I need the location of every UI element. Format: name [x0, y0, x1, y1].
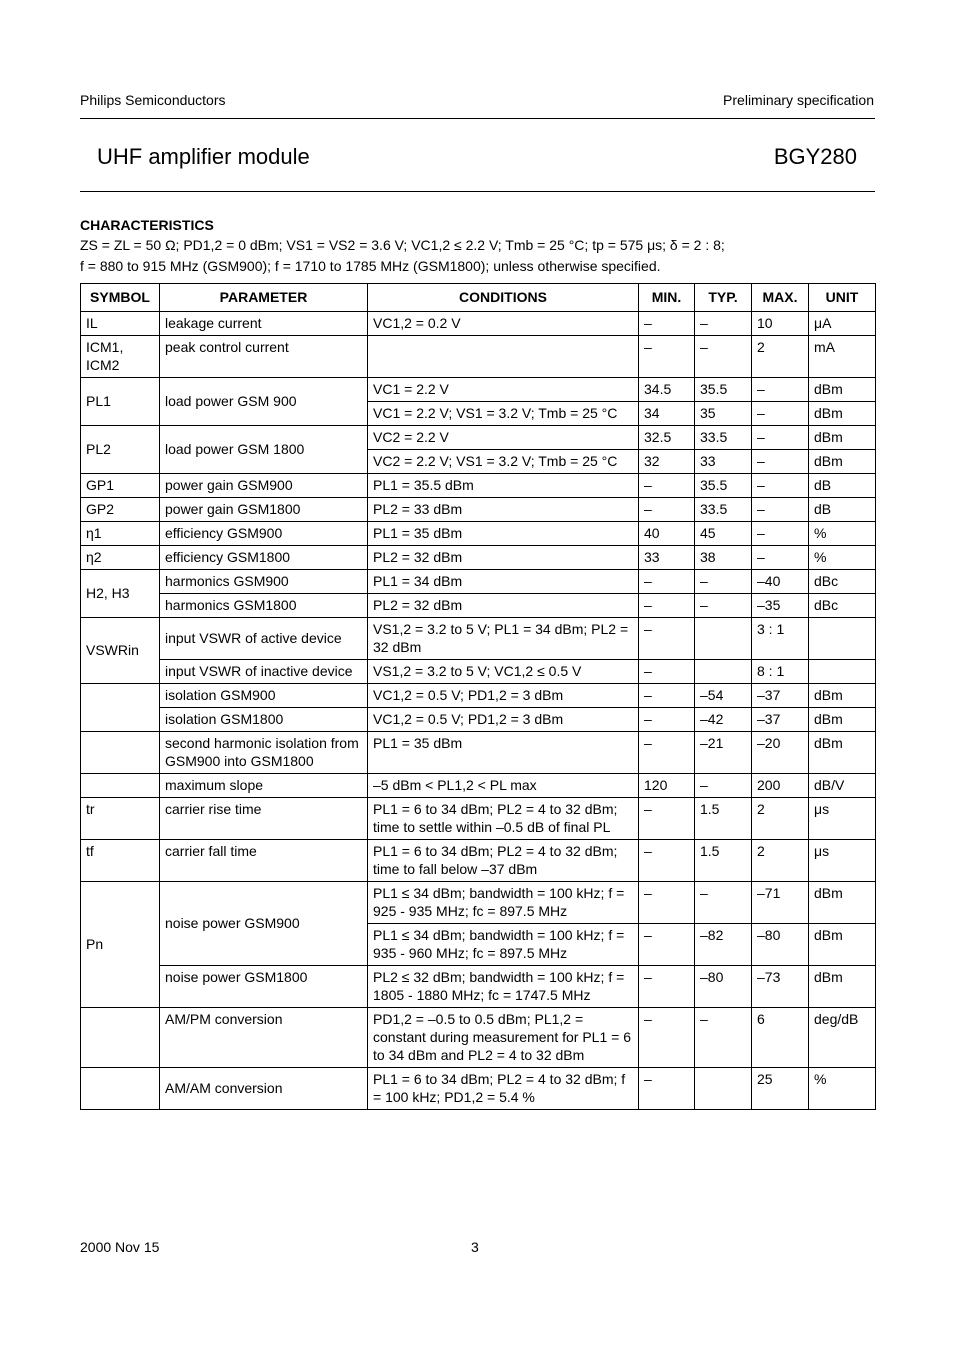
table-row — [81, 498, 876, 522]
unit-cell: dBm — [809, 966, 876, 1008]
company-name: Philips Semiconductors — [80, 92, 226, 108]
table-row — [81, 474, 876, 498]
parameter-cell: leakage current — [160, 312, 368, 336]
max-cell: –37 — [752, 684, 809, 708]
typ-cell: – — [695, 570, 752, 594]
max-cell: –37 — [752, 708, 809, 732]
symbol-cell — [81, 774, 160, 798]
product-title: UHF amplifier module — [97, 144, 310, 169]
symbol-cell: H2, H3 — [81, 570, 160, 618]
table-row — [81, 798, 876, 840]
max-cell: 3 : 1 — [752, 618, 809, 660]
parameter-cell: input VSWR of inactive device — [160, 660, 368, 684]
typ-cell: 45 — [695, 522, 752, 546]
conditions-cell: PD1,2 = –0.5 to 0.5 dBm; PL1,2 = constant during measurement for PL1 = 6 to 34 dBm and PL2 = 4 to 32 dBm — [368, 1008, 639, 1068]
symbol-cell: tf — [81, 840, 160, 882]
conditions-cell — [368, 336, 639, 378]
max-cell: – — [752, 474, 809, 498]
max-cell: –20 — [752, 732, 809, 774]
unit-cell: dBm — [809, 426, 876, 450]
unit-cell: dBm — [809, 450, 876, 474]
conditions-cell: VC2 = 2.2 V; VS1 = 3.2 V; Tmb = 25 °C — [368, 450, 639, 474]
typ-cell: 35 — [695, 402, 752, 426]
unit-cell: dBm — [809, 924, 876, 966]
parameter-cell: carrier fall time — [160, 840, 368, 882]
unit-cell: dBc — [809, 570, 876, 594]
max-cell: – — [752, 426, 809, 450]
min-cell: – — [639, 882, 695, 924]
unit-cell: μs — [809, 798, 876, 840]
symbol-cell: IL — [81, 312, 160, 336]
unit-cell: dBm — [809, 378, 876, 402]
max-cell: – — [752, 450, 809, 474]
table-row — [81, 774, 876, 798]
typ-cell: 1.5 — [695, 840, 752, 882]
max-cell: 6 — [752, 1008, 809, 1068]
max-cell: – — [752, 522, 809, 546]
max-cell: 8 : 1 — [752, 660, 809, 684]
max-cell: –35 — [752, 594, 809, 618]
typ-cell — [695, 1068, 752, 1110]
min-cell: – — [639, 966, 695, 1008]
conditions-cell: VS1,2 = 3.2 to 5 V; VC1,2 ≤ 0.5 V — [368, 660, 639, 684]
column-header: PARAMETER — [160, 284, 368, 312]
max-cell: – — [752, 402, 809, 426]
min-cell: – — [639, 924, 695, 966]
parameter-cell: carrier rise time — [160, 798, 368, 840]
symbol-cell: PL1 — [81, 378, 160, 426]
general-conditions-line-2: f = 880 to 915 MHz (GSM900); f = 1710 to 1785 MHz (GSM1800); unless otherwise specified. — [80, 258, 661, 274]
unit-cell: dBm — [809, 732, 876, 774]
min-cell: – — [639, 732, 695, 774]
typ-cell: –21 — [695, 732, 752, 774]
typ-cell: 35.5 — [695, 378, 752, 402]
header-rule — [80, 118, 875, 119]
min-cell: – — [639, 798, 695, 840]
conditions-cell: PL1 = 35 dBm — [368, 522, 639, 546]
section-heading: CHARACTERISTICS — [80, 217, 214, 233]
document-status: Preliminary specification — [723, 92, 874, 108]
parameter-cell: harmonics GSM900 — [160, 570, 368, 594]
table-row — [81, 660, 876, 684]
column-header: MIN. — [639, 284, 695, 312]
parameter-cell: noise power GSM1800 — [160, 966, 368, 1008]
table-row — [81, 708, 876, 732]
max-cell: 25 — [752, 1068, 809, 1110]
unit-cell: dB — [809, 474, 876, 498]
table-row — [81, 570, 876, 594]
unit-cell: % — [809, 546, 876, 570]
column-header: TYP. — [695, 284, 752, 312]
unit-cell: dBm — [809, 402, 876, 426]
max-cell: 200 — [752, 774, 809, 798]
parameter-cell: load power GSM 1800 — [160, 426, 368, 474]
unit-cell: dBm — [809, 882, 876, 924]
max-cell: 2 — [752, 798, 809, 840]
table-row — [81, 684, 876, 708]
conditions-cell: VC1,2 = 0.2 V — [368, 312, 639, 336]
parameter-cell: power gain GSM900 — [160, 474, 368, 498]
general-conditions-line-1: ZS = ZL = 50 Ω; PD1,2 = 0 dBm; VS1 = VS2 = 3.6 V; VC1,2 ≤ 2.2 V; Tmb = 25 °C; tp = 575 μs; δ = 2 : 8; — [80, 237, 725, 253]
parameter-cell: second harmonic isolation from GSM900 into GSM1800 — [160, 732, 368, 774]
symbol-cell: GP1 — [81, 474, 160, 498]
max-cell: – — [752, 546, 809, 570]
symbol-cell — [81, 684, 160, 732]
parameter-cell: noise power GSM900 — [160, 882, 368, 966]
parameter-cell: peak control current — [160, 336, 368, 378]
max-cell: – — [752, 498, 809, 522]
symbol-cell: Pn — [81, 882, 160, 1008]
symbol-cell: η2 — [81, 546, 160, 570]
max-cell: –73 — [752, 966, 809, 1008]
conditions-cell: –5 dBm < PL1,2 < PL max — [368, 774, 639, 798]
conditions-cell: VC1,2 = 0.5 V; PD1,2 = 3 dBm — [368, 708, 639, 732]
typ-cell — [695, 660, 752, 684]
table-row — [81, 618, 876, 660]
typ-cell: – — [695, 1008, 752, 1068]
conditions-cell: PL2 ≤ 32 dBm; bandwidth = 100 kHz; f = 1805 - 1880 MHz; fc = 1747.5 MHz — [368, 966, 639, 1008]
max-cell: – — [752, 378, 809, 402]
table-row — [81, 840, 876, 882]
conditions-cell: PL1 = 6 to 34 dBm; PL2 = 4 to 32 dBm; time to fall below –37 dBm — [368, 840, 639, 882]
max-cell: 10 — [752, 312, 809, 336]
parameter-cell: isolation GSM900 — [160, 684, 368, 708]
table-row — [81, 882, 876, 924]
min-cell: – — [639, 1008, 695, 1068]
part-number: BGY280 — [773, 144, 857, 169]
parameter-cell: power gain GSM1800 — [160, 498, 368, 522]
min-cell: – — [639, 498, 695, 522]
symbol-cell — [81, 732, 160, 774]
unit-cell: deg/dB — [809, 1008, 876, 1068]
min-cell: – — [639, 1068, 695, 1110]
min-cell: 34 — [639, 402, 695, 426]
min-cell: – — [639, 684, 695, 708]
min-cell: – — [639, 594, 695, 618]
table-row — [81, 378, 876, 402]
min-cell: – — [639, 840, 695, 882]
typ-cell: 33 — [695, 450, 752, 474]
table-row — [81, 966, 876, 1008]
typ-cell: – — [695, 882, 752, 924]
conditions-cell: PL1 = 35 dBm — [368, 732, 639, 774]
typ-cell: 33.5 — [695, 426, 752, 450]
table-header-row — [81, 284, 876, 312]
conditions-cell: VC1 = 2.2 V — [368, 378, 639, 402]
table-row — [81, 546, 876, 570]
typ-cell: –82 — [695, 924, 752, 966]
max-cell: –40 — [752, 570, 809, 594]
unit-cell: mA — [809, 336, 876, 378]
conditions-cell: PL1 = 34 dBm — [368, 570, 639, 594]
unit-cell: μs — [809, 840, 876, 882]
min-cell: 120 — [639, 774, 695, 798]
conditions-cell: PL1 ≤ 34 dBm; bandwidth = 100 kHz; f = 925 - 935 MHz; fc = 897.5 MHz — [368, 882, 639, 924]
parameter-cell: AM/PM conversion — [160, 1008, 368, 1068]
column-header: SYMBOL — [81, 284, 160, 312]
parameter-cell: maximum slope — [160, 774, 368, 798]
conditions-cell: PL2 = 33 dBm — [368, 498, 639, 522]
unit-cell — [809, 660, 876, 684]
conditions-cell: PL1 = 6 to 34 dBm; PL2 = 4 to 32 dBm; time to settle within –0.5 dB of final PL — [368, 798, 639, 840]
parameter-cell: harmonics GSM1800 — [160, 594, 368, 618]
parameter-cell: efficiency GSM1800 — [160, 546, 368, 570]
conditions-cell: PL2 = 32 dBm — [368, 594, 639, 618]
max-cell: 2 — [752, 840, 809, 882]
max-cell: –71 — [752, 882, 809, 924]
typ-cell: – — [695, 312, 752, 336]
table-row — [81, 594, 876, 618]
symbol-cell: ICM1, ICM2 — [81, 336, 160, 378]
conditions-cell: VC1 = 2.2 V; VS1 = 3.2 V; Tmb = 25 °C — [368, 402, 639, 426]
unit-cell: % — [809, 1068, 876, 1110]
max-cell: –80 — [752, 924, 809, 966]
table-row — [81, 732, 876, 774]
conditions-cell: PL1 ≤ 34 dBm; bandwidth = 100 kHz; f = 935 - 960 MHz; fc = 897.5 MHz — [368, 924, 639, 966]
min-cell: – — [639, 336, 695, 378]
min-cell: 34.5 — [639, 378, 695, 402]
parameter-cell: load power GSM 900 — [160, 378, 368, 426]
symbol-cell: PL2 — [81, 426, 160, 474]
min-cell: 40 — [639, 522, 695, 546]
characteristics-table — [80, 283, 876, 1110]
typ-cell — [695, 618, 752, 660]
typ-cell: 1.5 — [695, 798, 752, 840]
min-cell: – — [639, 708, 695, 732]
unit-cell: dB/V — [809, 774, 876, 798]
parameter-cell: isolation GSM1800 — [160, 708, 368, 732]
conditions-cell: PL1 = 35.5 dBm — [368, 474, 639, 498]
symbol-cell — [81, 1068, 160, 1110]
typ-cell: 33.5 — [695, 498, 752, 522]
unit-cell: μA — [809, 312, 876, 336]
parameter-cell: efficiency GSM900 — [160, 522, 368, 546]
unit-cell: % — [809, 522, 876, 546]
min-cell: 33 — [639, 546, 695, 570]
conditions-cell: PL1 = 6 to 34 dBm; PL2 = 4 to 32 dBm; f = 100 kHz; PD1,2 = 5.4 % — [368, 1068, 639, 1110]
unit-cell: dB — [809, 498, 876, 522]
typ-cell: – — [695, 774, 752, 798]
table-row — [81, 336, 876, 378]
unit-cell: dBm — [809, 684, 876, 708]
min-cell: 32.5 — [639, 426, 695, 450]
conditions-cell: VC1,2 = 0.5 V; PD1,2 = 3 dBm — [368, 684, 639, 708]
typ-cell: –54 — [695, 684, 752, 708]
table-row — [81, 312, 876, 336]
max-cell: 2 — [752, 336, 809, 378]
conditions-cell: VS1,2 = 3.2 to 5 V; PL1 = 34 dBm; PL2 = 32 dBm — [368, 618, 639, 660]
symbol-cell: VSWRin — [81, 618, 160, 684]
conditions-cell: PL2 = 32 dBm — [368, 546, 639, 570]
parameter-cell: input VSWR of active device — [160, 618, 368, 660]
typ-cell: – — [695, 336, 752, 378]
footer-date: 2000 Nov 15 — [80, 1239, 160, 1255]
min-cell: – — [639, 570, 695, 594]
symbol-cell: η1 — [81, 522, 160, 546]
unit-cell: dBm — [809, 708, 876, 732]
parameter-cell: AM/AM conversion — [160, 1068, 368, 1110]
typ-cell: – — [695, 594, 752, 618]
min-cell: – — [639, 312, 695, 336]
table-row — [81, 522, 876, 546]
column-header: CONDITIONS — [368, 284, 639, 312]
typ-cell: –42 — [695, 708, 752, 732]
typ-cell: –80 — [695, 966, 752, 1008]
min-cell: 32 — [639, 450, 695, 474]
typ-cell: 38 — [695, 546, 752, 570]
symbol-cell: GP2 — [81, 498, 160, 522]
conditions-cell: VC2 = 2.2 V — [368, 426, 639, 450]
title-rule — [80, 191, 875, 192]
symbol-cell: tr — [81, 798, 160, 840]
table-row — [81, 426, 876, 450]
typ-cell: 35.5 — [695, 474, 752, 498]
column-header: UNIT — [809, 284, 876, 312]
unit-cell — [809, 618, 876, 660]
symbol-cell — [81, 1008, 160, 1068]
table-row — [81, 1008, 876, 1068]
column-header: MAX. — [752, 284, 809, 312]
page-number: 3 — [471, 1239, 479, 1255]
min-cell: – — [639, 660, 695, 684]
min-cell: – — [639, 474, 695, 498]
min-cell: – — [639, 618, 695, 660]
unit-cell: dBc — [809, 594, 876, 618]
table-row — [81, 1068, 876, 1110]
